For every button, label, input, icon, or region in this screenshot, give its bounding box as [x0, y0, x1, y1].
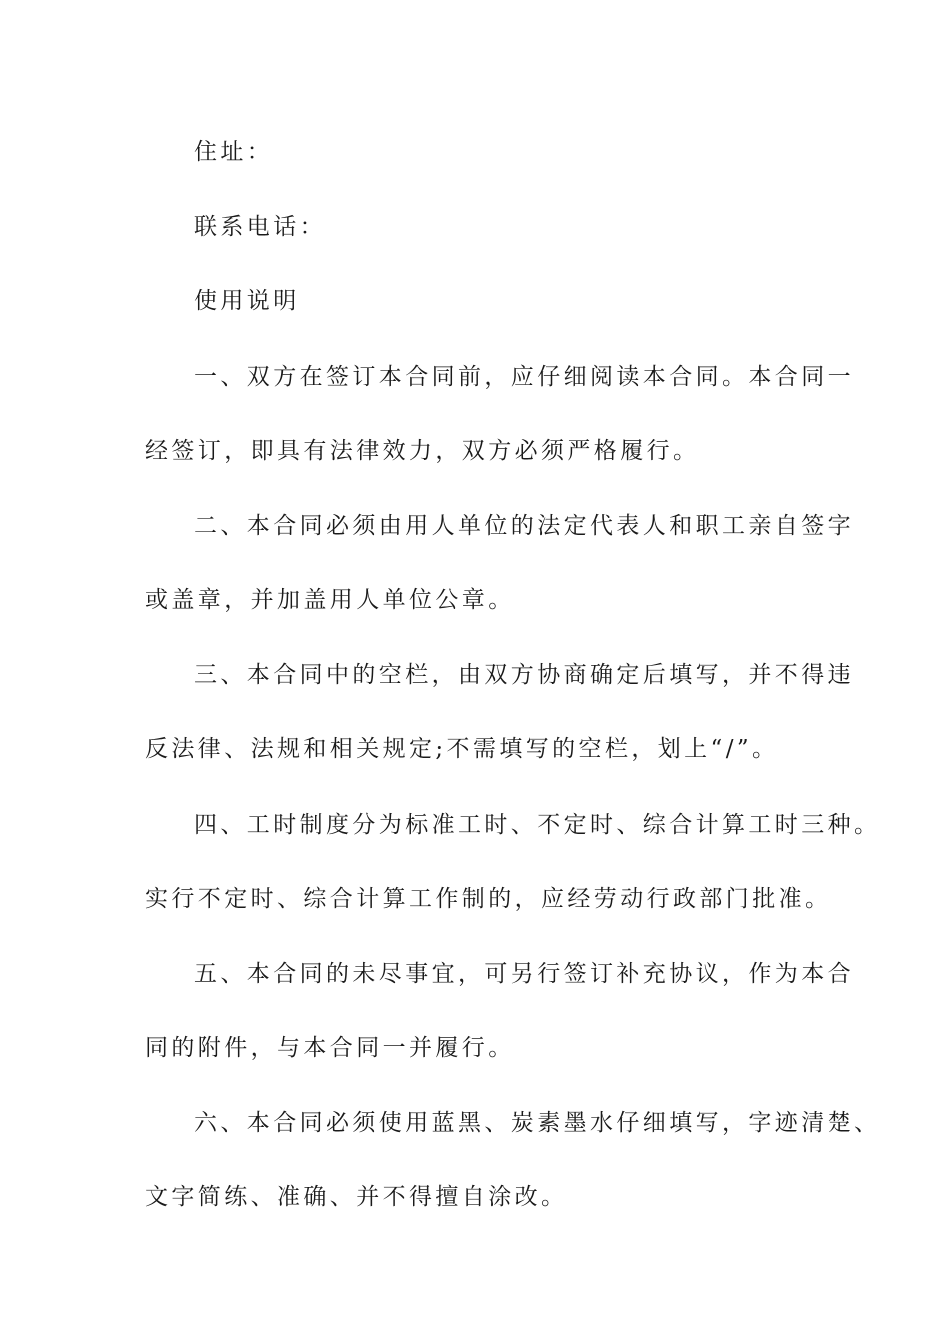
instruction-item-5-line-2: 同的附件，与本合同一并履行。 — [145, 1035, 515, 1061]
instruction-item-1-line-2: 经签订，即具有法律效力，双方必须严格履行。 — [145, 438, 700, 464]
instruction-item-3-line-2: 反法律、法规和相关规定;不需填写的空栏，划上“/”。 — [145, 736, 779, 762]
instruction-item-1-line-1: 一、双方在签订本合同前，应仔细阅读本合同。本合同一 — [194, 364, 854, 390]
instruction-item-4-line-1: 四、工时制度分为标准工时、不定时、综合计算工时三种。 — [194, 812, 881, 838]
instruction-item-2-line-1: 二、本合同必须由用人单位的法定代表人和职工亲自签字 — [194, 513, 854, 539]
instruction-item-6-line-2: 文字简练、准确、并不得擅自涂改。 — [145, 1184, 568, 1210]
instruction-item-3-line-1: 三、本合同中的空栏，由双方协商确定后填写，并不得违 — [194, 662, 854, 688]
instruction-item-5-line-1: 五、本合同的未尽事宜，可另行签订补充协议，作为本合 — [194, 961, 854, 987]
instructions-heading: 使用说明 — [194, 288, 300, 314]
phone-label: 联系电话： — [194, 214, 326, 240]
instruction-item-4-line-2: 实行不定时、综合计算工作制的，应经劳动行政部门批准。 — [145, 886, 832, 912]
instruction-item-6-line-1: 六、本合同必须使用蓝黑、炭素墨水仔细填写，字迹清楚、 — [194, 1110, 881, 1136]
instruction-item-2-line-2: 或盖章，并加盖用人单位公章。 — [145, 587, 515, 613]
address-label: 住址： — [194, 139, 274, 165]
